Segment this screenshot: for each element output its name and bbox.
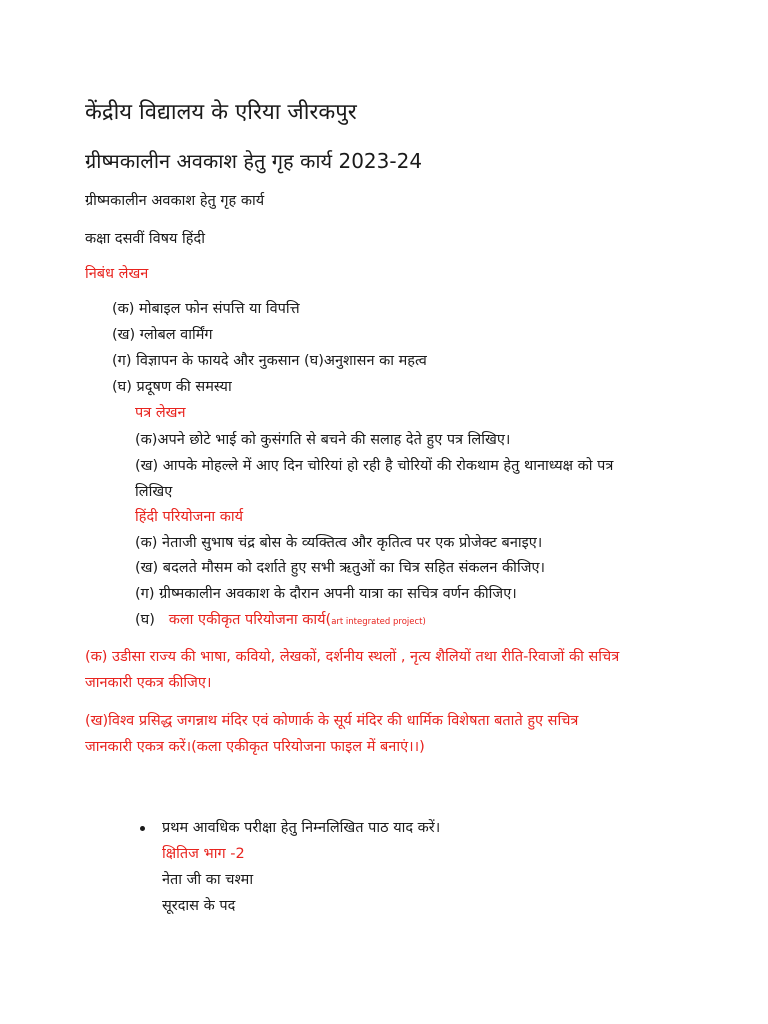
letter-heading: पत्र लेखन [135,405,186,421]
bullet-icon [140,826,145,831]
project-item: (क) नेताजी सुभाष चंद्र बोस के व्यक्तित्व और कृतित्व पर एक प्रोजेक्ट बनाइए। [135,535,543,551]
exam-book: क्षितिज भाग -2 [162,846,245,862]
essay-item: (क) मोबाइल फोन संपत्ति या विपत्ति [112,301,300,317]
art-paragraph-1-line-1: (क) उडीसा राज्य की भाषा, कवियो, लेखकों, दर्शनीय स्थलों , नृत्य शैलियों तथा रीति-रिवाजों की सचित्र [85,649,620,665]
letter-item: (क)अपने छोटे भाई को कुसंगति से बचने की सलाह देते हुए पत्र लिखिए। [135,432,511,448]
essay-item: (ख) ग्लोबल वार्मिंग [112,327,213,343]
project-item: (ख) बदलते मौसम को दर्शाते हुए सभी ऋतुओं का चित्र सहित संकलन कीजिए। [135,560,545,576]
project-item: (ग) ग्रीष्मकालीन अवकाश के दौरान अपनी यात्रा का सचित्र वर्णन कीजिए। [135,586,517,602]
art-paragraph-2-line-1: (ख)विश्व प्रसिद्ध जगन्नाथ मंदिर एवं कोणार्क के सूर्य मंदिर की धार्मिक विशेषता बताते हुए सचित्र [85,713,579,729]
letter-item: (ख) आपके मोहल्ले में आए दिन चोरियां हो रही है चोरियों की रोकथाम हेतु थानाध्यक्ष को पत्र [135,458,614,474]
intro-line: ग्रीष्मकालीन अवकाश हेतु गृह कार्य [85,193,265,209]
essay-heading: निबंध लेखन [85,266,149,282]
essay-item: (घ) प्रदूषण की समस्या [112,379,232,395]
exam-lesson: नेता जी का चश्मा [162,872,254,888]
exam-bullet-text: प्रथम आवधिक परीक्षा हेतु निम्नलिखित पाठ याद करें। [162,820,441,836]
project-item-prefix: (घ) [135,612,155,628]
project-item-art-label: कला एकीकृत परियोजना कार्य( [168,612,332,628]
project-item-art-english: art integrated project) [331,617,426,627]
art-paragraph-1-line-2: जानकारी एकत्र कीजिए। [85,675,212,691]
letter-item-continuation: लिखिए [135,484,173,500]
class-subject-line: कक्षा दसवीं विषय हिंदी [85,231,205,247]
document-title: केंद्रीय विद्यालय के एरिया जीरकपुर [85,100,357,125]
project-heading: हिंदी परियोजना कार्य [135,509,244,525]
essay-item: (ग) विज्ञापन के फायदे और नुकसान (घ)अनुशासन का महत्व [112,353,427,369]
art-paragraph-2-line-2: जानकारी एकत्र करें।(कला एकीकृत परियोजना फाइल में बनाएं।।) [85,739,425,755]
document-subtitle: ग्रीष्मकालीन अवकाश हेतु गृह कार्य 2023-24 [85,149,423,173]
exam-lesson: सूरदास के पद [162,898,236,914]
project-item-art [135,610,426,632]
